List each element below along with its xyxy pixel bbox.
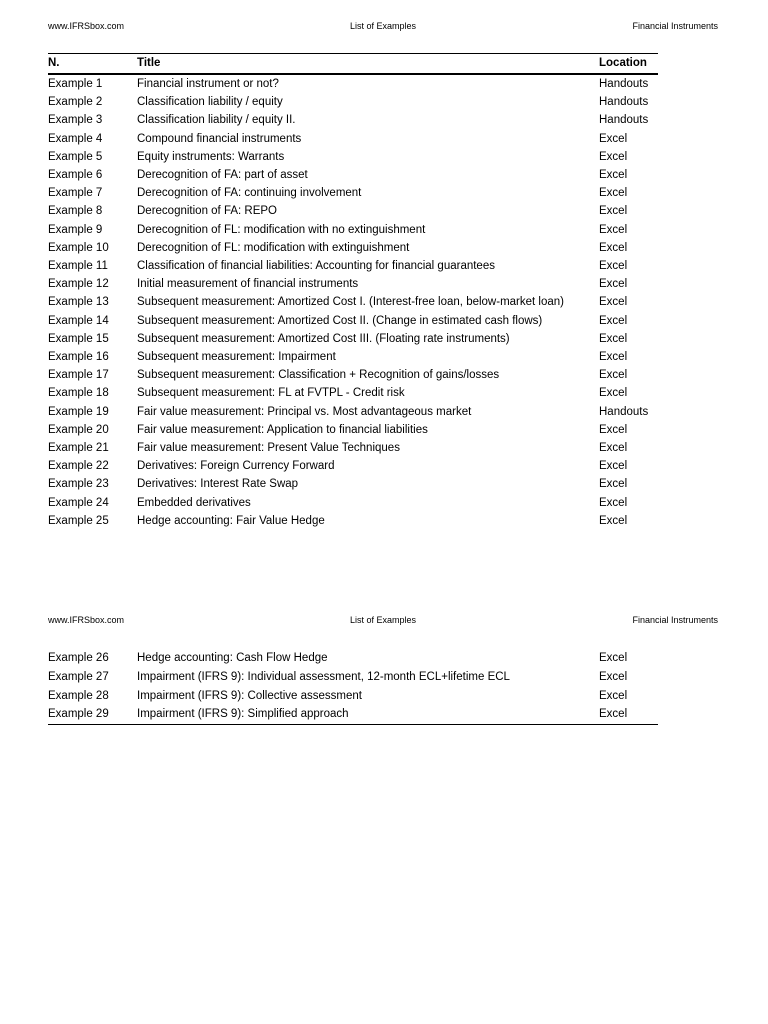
example-location: Excel <box>599 187 628 200</box>
page-header-2 <box>48 613 718 627</box>
table-row <box>48 439 658 457</box>
example-number: Example 28 <box>48 689 109 702</box>
example-number: Example 23 <box>48 478 109 491</box>
example-number: Example 24 <box>48 496 109 509</box>
table-row <box>48 330 658 348</box>
table-row <box>48 649 658 668</box>
example-number: Example 29 <box>48 708 109 721</box>
example-title: Hedge accounting: Fair Value Hedge <box>137 514 325 527</box>
example-number: Example 21 <box>48 442 109 455</box>
table-row <box>48 148 658 166</box>
table-row <box>48 348 658 366</box>
example-location: Excel <box>599 369 628 382</box>
example-number: Example 26 <box>48 652 109 664</box>
site-url: www.IFRSbox.com <box>48 615 125 625</box>
table-row <box>48 293 658 311</box>
example-location: Handouts <box>599 96 649 109</box>
table-row <box>48 257 658 275</box>
example-number: Example 2 <box>48 96 103 109</box>
example-title: Derecognition of FL: modification with extinguishment <box>137 241 410 254</box>
table-row <box>48 687 658 706</box>
example-title: Classification of financial liabilities: Accounting for financial guarantees <box>137 260 495 273</box>
example-number: Example 17 <box>48 369 109 382</box>
table-row <box>48 275 658 293</box>
table-row <box>48 366 658 384</box>
example-number: Example 11 <box>48 260 108 273</box>
column-header-number: N. <box>48 57 60 69</box>
example-number: Example 4 <box>48 132 103 145</box>
example-location: Excel <box>599 423 628 436</box>
example-location: Excel <box>599 332 628 345</box>
table-row <box>48 668 658 687</box>
example-title: Subsequent measurement: Amortized Cost II. (Change in estimated cash flows) <box>137 314 543 327</box>
example-location: Handouts <box>599 405 649 418</box>
example-location: Excel <box>599 387 628 400</box>
table-row <box>48 166 658 184</box>
table-row <box>48 403 658 421</box>
examples-table <box>48 53 658 530</box>
example-title: Impairment (IFRS 9): Simplified approach <box>137 708 349 721</box>
example-number: Example 9 <box>48 223 103 236</box>
example-title: Impairment (IFRS 9): Collective assessment <box>137 689 362 702</box>
example-location: Excel <box>599 442 628 455</box>
column-header-location: Location <box>599 57 647 69</box>
table-row <box>48 221 658 239</box>
example-location: Excel <box>599 478 628 491</box>
example-number: Example 6 <box>48 169 103 182</box>
table-row <box>48 74 658 93</box>
page-header-1 <box>48 19 718 33</box>
example-title: Equity instruments: Warrants <box>137 150 285 163</box>
example-title: Fair value measurement: Principal vs. Most advantageous market <box>137 405 472 418</box>
example-location: Excel <box>599 652 628 664</box>
example-title: Subsequent measurement: Impairment <box>137 351 336 364</box>
example-number: Example 1 <box>48 78 103 90</box>
example-number: Example 7 <box>48 187 103 200</box>
example-title: Subsequent measurement: FL at FVTPL - Credit risk <box>137 387 405 400</box>
example-number: Example 25 <box>48 514 109 527</box>
example-number: Example 27 <box>48 670 109 683</box>
example-number: Example 12 <box>48 278 109 291</box>
table-row <box>48 93 658 111</box>
example-title: Derivatives: Foreign Currency Forward <box>137 460 335 473</box>
document-subject: Financial Instruments <box>632 615 718 625</box>
table-row <box>48 312 658 330</box>
example-number: Example 8 <box>48 205 103 218</box>
example-number: Example 20 <box>48 423 109 436</box>
table-row <box>48 384 658 402</box>
examples-table-continued-body <box>48 649 658 725</box>
example-location: Excel <box>599 223 628 236</box>
example-title: Impairment (IFRS 9): Individual assessment, 12-month ECL+lifetime ECL <box>137 670 510 683</box>
example-location: Handouts <box>599 114 649 127</box>
example-number: Example 10 <box>48 241 109 254</box>
example-number: Example 18 <box>48 387 109 400</box>
table-row <box>48 111 658 129</box>
example-location: Excel <box>599 314 628 327</box>
example-location: Excel <box>599 241 628 254</box>
example-location: Excel <box>599 296 628 309</box>
example-location: Excel <box>599 351 628 364</box>
document-subject: Financial Instruments <box>632 21 718 31</box>
table-row <box>48 457 658 475</box>
example-number: Example 13 <box>48 296 109 309</box>
example-location: Excel <box>599 514 628 527</box>
example-title: Derecognition of FA: REPO <box>137 205 277 218</box>
example-title: Initial measurement of financial instruments <box>137 278 359 291</box>
example-title: Subsequent measurement: Amortized Cost I. (Interest-free loan, below-market loan) <box>137 296 564 309</box>
column-header-title: Title <box>137 57 161 69</box>
example-location: Handouts <box>599 78 649 90</box>
example-title: Derecognition of FL: modification with no extinguishment <box>137 223 426 236</box>
table-row <box>48 475 658 493</box>
example-location: Excel <box>599 150 628 163</box>
example-number: Example 3 <box>48 114 103 127</box>
example-title: Derivatives: Interest Rate Swap <box>137 478 299 491</box>
example-title: Compound financial instruments <box>137 132 302 145</box>
example-title: Subsequent measurement: Classification + Recognition of gains/losses <box>137 369 500 382</box>
site-url: www.IFRSbox.com <box>48 21 125 31</box>
example-location: Excel <box>599 169 628 182</box>
example-title: Subsequent measurement: Amortized Cost III. (Floating rate instruments) <box>137 332 510 345</box>
table-row <box>48 512 658 530</box>
table-row <box>48 494 658 512</box>
example-location: Excel <box>599 132 628 145</box>
example-number: Example 14 <box>48 314 109 327</box>
table-row <box>48 239 658 257</box>
example-number: Example 5 <box>48 150 103 163</box>
examples-table-body <box>48 74 658 530</box>
example-location: Excel <box>599 496 628 509</box>
table-row <box>48 421 658 439</box>
example-title: Derecognition of FA: part of asset <box>137 169 308 182</box>
example-location: Excel <box>599 670 628 683</box>
example-location: Excel <box>599 689 628 702</box>
table-row <box>48 130 658 148</box>
example-location: Excel <box>599 708 628 721</box>
example-title: Classification liability / equity <box>137 96 283 109</box>
document-title: List of Examples <box>349 615 417 625</box>
example-title: Financial instrument or not? <box>137 78 279 90</box>
example-location: Excel <box>599 260 628 273</box>
example-title: Fair value measurement: Present Value Techniques <box>137 442 400 455</box>
example-location: Excel <box>599 205 628 218</box>
table-header-row <box>48 54 658 75</box>
example-title: Embedded derivatives <box>137 496 251 509</box>
example-number: Example 16 <box>48 351 109 364</box>
examples-table-continued <box>48 649 658 725</box>
table-row <box>48 705 658 724</box>
example-number: Example 19 <box>48 405 109 418</box>
example-title: Hedge accounting: Cash Flow Hedge <box>137 652 328 664</box>
document-title: List of Examples <box>349 21 417 31</box>
example-title: Derecognition of FA: continuing involvement <box>137 187 362 200</box>
example-title: Classification liability / equity II. <box>137 114 296 127</box>
table-row <box>48 202 658 220</box>
example-title: Fair value measurement: Application to financial liabilities <box>137 423 428 436</box>
example-location: Excel <box>599 278 628 291</box>
example-number: Example 22 <box>48 460 109 473</box>
example-number: Example 15 <box>48 332 109 345</box>
table-row <box>48 184 658 202</box>
example-location: Excel <box>599 460 628 473</box>
